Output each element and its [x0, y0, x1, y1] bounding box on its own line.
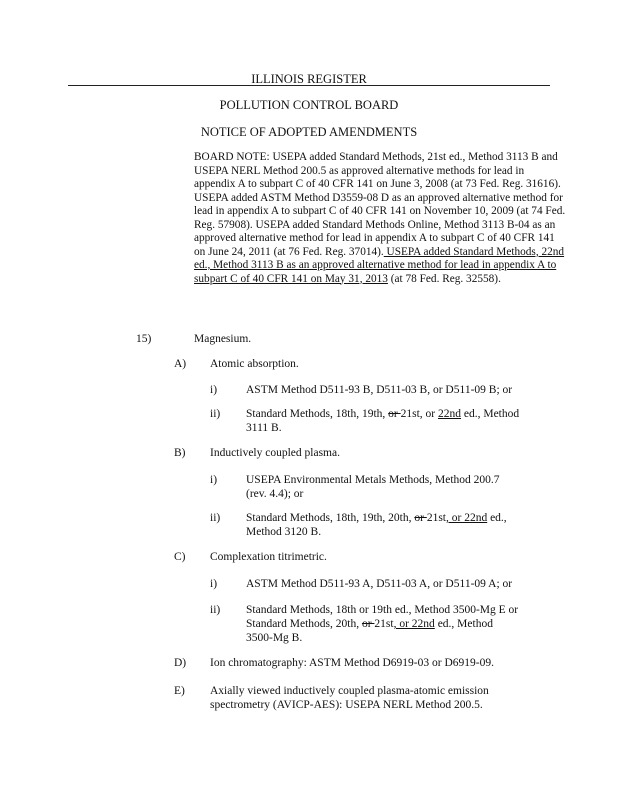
- item-b-ii-mid: 21st: [426, 512, 446, 524]
- item-a-ii-line2: 3111 B.: [246, 422, 282, 434]
- item-c-ii-label: ii): [210, 604, 221, 616]
- item-a-ii-added: 22nd: [438, 408, 461, 420]
- item-b-ii-post: ed.,: [487, 512, 507, 524]
- item-b-i-line1: USEPA Environmental Metals Methods, Method 200.7: [246, 474, 500, 486]
- item-a-title: Atomic absorption.: [210, 358, 299, 370]
- item-a-i-label: i): [210, 384, 218, 396]
- item-b-label: B): [174, 447, 186, 459]
- item-b-i-line2: (rev. 4.4); or: [246, 488, 304, 500]
- item-a-i-text: ASTM Method D511-93 B, D511-03 B, or D511-09 B; or: [246, 384, 513, 396]
- section-number: 15): [136, 333, 152, 345]
- item-a-ii-post: ed., Method: [461, 408, 520, 420]
- item-e-label: E): [174, 685, 185, 697]
- item-d-text: Ion chromatography: ASTM Method D6919-03 or D6919-09.: [210, 657, 494, 669]
- item-e-line2: spectrometry (AVICP-AES): USEPA NERL Method 200.5.: [210, 699, 483, 711]
- item-e-line1: Axially viewed inductively coupled plasma-atomic emission: [210, 685, 489, 697]
- register-title: ILLINOIS REGISTER: [251, 72, 367, 86]
- item-b-ii-text: [246, 511, 566, 539]
- item-b-i-label: i): [210, 474, 218, 486]
- item-c-ii-line3: 3500-Mg B.: [246, 632, 303, 644]
- board-title: POLLUTION CONTROL BOARD: [219, 98, 399, 112]
- item-c-ii-struck: or: [361, 618, 375, 630]
- item-c-i-label: i): [210, 578, 218, 590]
- header-rule: [68, 85, 550, 86]
- item-c-ii-text: [246, 603, 566, 645]
- item-c-ii-line1: Standard Methods, 18th or 19th ed., Method 3500-Mg E or: [246, 604, 519, 616]
- item-b-ii-pre: Standard Methods, 18th, 19th, 20th,: [246, 512, 415, 524]
- item-a-ii-mid: 21st, or: [400, 408, 438, 420]
- item-b-ii-line2: Method 3120 B.: [246, 526, 322, 538]
- item-a-ii-struck: or: [388, 408, 401, 420]
- board-note-text: BOARD NOTE: USEPA added Standard Methods, 21st ed., Method 3113 B and USEPA NERL Method 200.5 as approved alternative methods for lead in appendix A to subpart C of 40 CFR 141 on June 3, 2008 (at 73 Fed. Reg. 31616). USEPA added ASTM Method D3559-08 D as an approved alternative method for lead in appendix A to subpart C of 40 CFR 141 on November 10, 2009 (at 74 Fed. Reg. 57908). USEPA added Standard Methods Online, Method 3113 B-04 as an approved alternative method for lead in appendix A to subpart C of 40 CFR 141 on June 24, 2011 (at 76 Fed. Reg. 37014).: [194, 151, 566, 258]
- notice-title: NOTICE OF ADOPTED AMENDMENTS: [200, 125, 418, 139]
- item-a-ii-text: [246, 407, 566, 435]
- board-note: [194, 151, 566, 286]
- item-c-ii-added: , or 22nd: [393, 618, 435, 630]
- item-c-title: Complexation titrimetric.: [210, 551, 327, 563]
- item-b-ii-label: ii): [210, 512, 221, 524]
- item-a-label: A): [174, 358, 187, 370]
- item-a-ii-label: ii): [210, 408, 221, 420]
- item-b-ii-struck: or: [414, 512, 427, 524]
- item-b-title: Inductively coupled plasma.: [210, 447, 340, 459]
- board-note-added-text: USEPA added Standard Methods, 22nd ed., Method 3113 B as an approved alternative method for lead in appendix A to subpart C of 40 CFR 141 on May 31, 2013: [194, 245, 565, 285]
- item-a-ii-pre: Standard Methods, 18th, 19th,: [246, 408, 389, 420]
- item-c-label: C): [174, 551, 186, 563]
- item-c-ii-pre: Standard Methods, 20th,: [246, 618, 362, 630]
- item-b-ii-added: , or 22nd: [445, 512, 488, 524]
- item-c-ii-mid: 21st: [374, 618, 394, 630]
- section-title: Magnesium.: [194, 333, 252, 345]
- item-e-text: [210, 684, 550, 712]
- item-c-i-text: ASTM Method D511-93 A, D511-03 A, or D511-09 A; or: [246, 578, 513, 590]
- item-c-ii-post: ed., Method: [434, 618, 493, 630]
- board-note-citation: (at 78 Fed. Reg. 32558).: [387, 272, 501, 285]
- item-b-i-text: [246, 473, 566, 501]
- item-d-label: D): [174, 657, 187, 669]
